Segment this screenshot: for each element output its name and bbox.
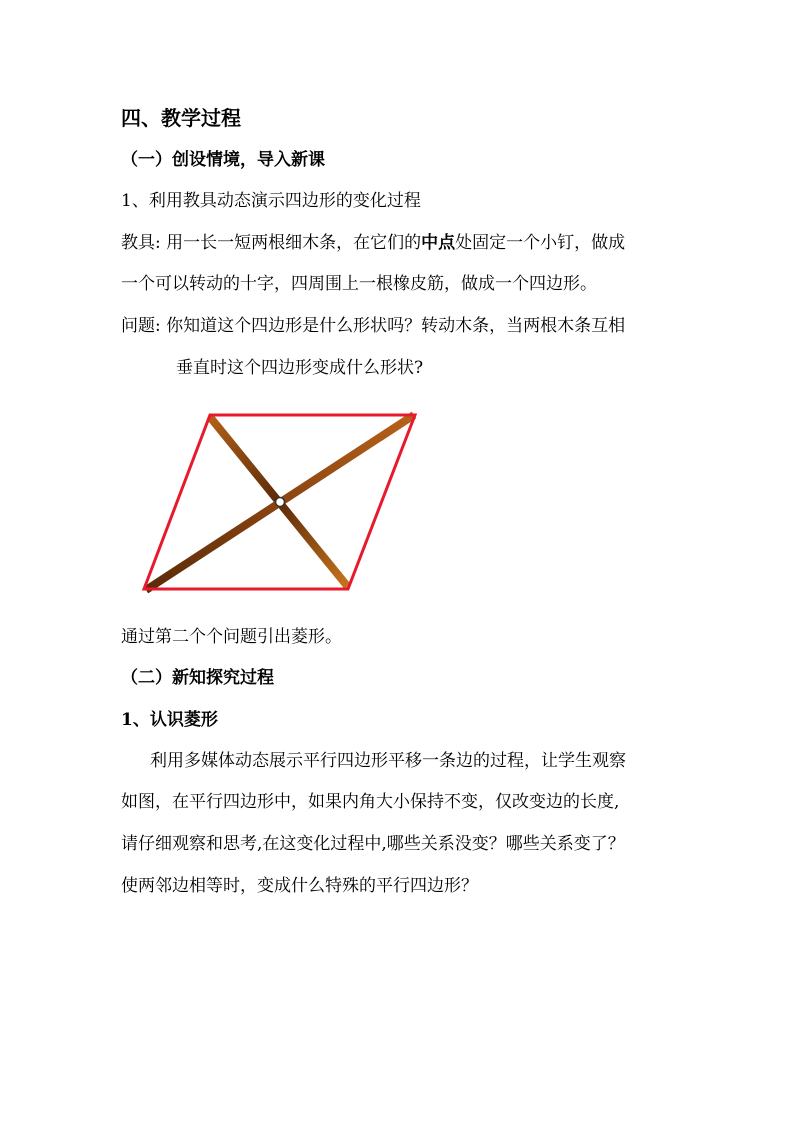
para-line4: 使两邻边相等时，变成什么特殊的平行四边形？ <box>121 876 478 896</box>
part1-item1-title: 1、利用教具动态演示四边形的变化过程 <box>121 191 421 211</box>
rhombus-figure <box>138 405 423 595</box>
para-line2: 如图，在平行四边形中，如果内角大小保持不变，仅改变边的长度, <box>121 792 620 812</box>
tool-paragraph-line2: 一个可以转动的十字，四周围上一根橡皮筋，做成一个四边形。 <box>121 274 597 294</box>
question-text-line1: 你知道这个四边形是什么形状吗？转动木条，当两根木条互相 <box>166 316 626 336</box>
part2-heading: （二）新知探究过程 <box>121 668 274 688</box>
nail-pivot <box>276 498 285 507</box>
part1-heading: （一）创设情境，导入新课 <box>121 150 325 170</box>
para-line3: 请仔细观察和思考,在这变化过程中,哪些关系没变？哪些关系变了？ <box>121 834 625 854</box>
part2-item1-title: 1、认识菱形 <box>121 710 218 730</box>
section-title: 四、教学过程 <box>121 106 241 130</box>
question-line1 <box>121 314 625 338</box>
tool-label: 教具: <box>121 233 161 253</box>
question-label: 问题: <box>121 316 161 336</box>
tool-paragraph-line1 <box>121 231 625 255</box>
tool-text-bold: 中点 <box>421 233 456 253</box>
para-line1: 利用多媒体动态展示平行四边形平移一条边的过程，让学生观察 <box>150 751 626 771</box>
question-line2: 垂直时这个四边形变成什么形状? <box>176 358 424 378</box>
tool-text-b: 处固定一个小钉，做成 <box>455 233 626 253</box>
tool-text-a: 用一长一短两根细木条，在它们的 <box>166 233 422 253</box>
transition-text: 通过第二个个问题引出菱形。 <box>121 627 342 647</box>
